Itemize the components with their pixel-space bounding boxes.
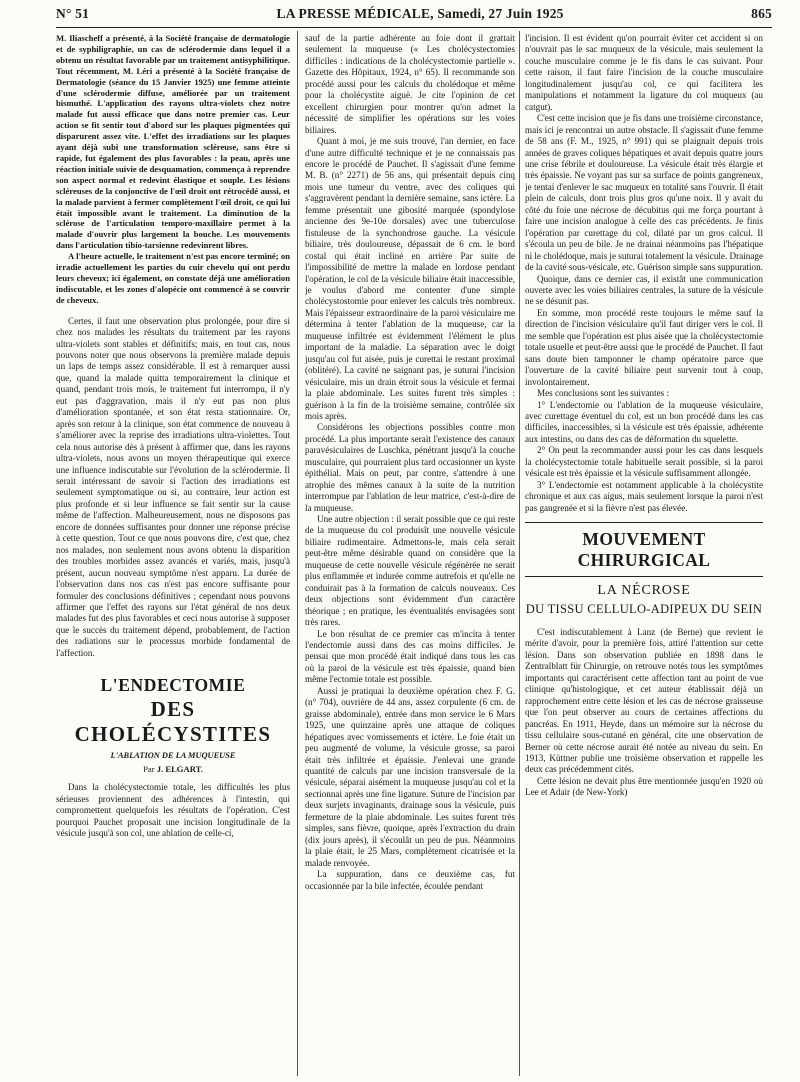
body-paragraph: Mes conclusions sont les suivantes :: [537, 388, 670, 399]
section-heading: MOUVEMENT CHIRURGICAL: [525, 522, 763, 577]
article-heading: [56, 675, 290, 774]
body-paragraph: C'est indiscutablement à Lanz (de Berne) que revient le mérite d'avoir, pour la première fois, attiré l'attention sur cette lésion. Dans son observation publiée en 1898 dans le Zentralblatt für Chirurgie, on retrouve notés tous les symptômes importants qui caractérisent cette affection tant au point de vue clinique qu'histologique, et cet auteur établissait déjà un rapprochement entre cette lésion et les cas de nécrose graisseuse que l'on peut observer au cours de certaines affections du pancréas. En 1911, Heyde, dans un mémoire sur la nécrose du tissu cellulaire sous-cutané en général, cite une observation de Berner où cette nécrose aurait été notée au niveau du sein. En 1913, Küttner publie une troisième observation et rappelle les deux cas précédemment cités.: [525, 627, 763, 775]
body-paragraph: Certes, il faut une observation plus prolongée, pour dire si chez nos malades les résultats du traitement par les rayons ultra-violets sont stables et définitifs; mais, en tout cas, nous pouvons noter que nous observons la première malade depuis un laps de temps assez considérable. Il est à remarquer aussi que, quand la malade quitta temporairement la clinique et quand, pendant trois mois, le traitement fut interrompu, il n'y eut pas d'aggravation, mais il n'y eut pas non plus d'amélioration spontanée, et son état resta stationnaire. Or, après son retour à la clinique, son état commence de nouveau à s'améliorer avec la reprise des irradiations ultra-violettes. Tout cela nous autorise dès à présent à affirmer que, dans les rayons ultra-violets, nous avons un moyen thérapeutique qui exerce une influence indiscutable sur l'évolution de la sclérodermie. Il serait intéressant de savoir si l'action des irradiations est seulement symptomatique ou si, au contraire, leur action est plus profonde et si leur influence se fait sentir sur la cause même de l'affection. Malheureusement, nous ne disposons pas encore de données suffisantes pour donner une réponse précise à cette question. Tout ce que nous pouvons dire, c'est que, chez nos malades, non seulement nous avons obtenu la disparition des troubles morbides assez avancés et variés, mais, jusqu'à présent, aucun nouveau symptôme n'est apparu. La durée de l'observation dans nos cas n'est pas encore suffisante pour formuler des conclusions définitives ; cependant nous pouvons affirmer que l'effet des rayons sur l'état général de nos deux malades fut des plus favorables et ceci nous autorise à supposer que le succès du traitement dépend, probablement, de l'action des radiations sur le processus morbide fondamental de l'affection.: [56, 315, 290, 658]
section-title-line-1: LA NÉCROSE: [597, 583, 691, 599]
body-paragraph: Le bon résultat de ce premier cas m'incita à tenter l'endectomie aussi dans des cas moins difficiles. Je pensai que mon procédé était indiqué dans tous les cas où la paroi de la vésicule est très épaissie, quand bien même l'ectomie totale est possible.: [305, 628, 515, 685]
masthead-title: LA PRESSE MÉDICALE, Samedi, 27 Juin 1925: [276, 6, 564, 21]
body-paragraph: l'incision. Il est évident qu'on pourrait éviter cet accident si on n'ouvrait pas le sac muqueux de la vésicule, mais seulement la couche musculaire comme je le fis dans le cas suivant. Pour cette raison, il faut faire l'incision de la couche musculaire longitudinalement jusqu'au col, ce qui facilitera les manipulations et notamment la ligature du col muqueux (au catgut).: [525, 33, 763, 112]
article-subtitle: L'ABLATION DE LA MUQUEUSE: [110, 751, 236, 761]
page-header: [56, 6, 772, 28]
small-paragraph: A l'heure actuelle, le traitement n'est pas encore terminé; on irradie actuellement les parties du cuir chevelu qui ont perdu leurs cheveux; ici également, on constate déjà une amélioration indiscutable, et les zones d'alopécie ont commencé à se couvrir de cheveux.: [56, 251, 290, 305]
page-number: 865: [751, 6, 772, 21]
body-paragraph: La suppuration, dans ce deuxième cas, fut occasionnée par la bile infectée, écoulée pendant: [305, 869, 515, 891]
article-title-line-2: DES CHOLÉCYSTITES: [74, 697, 272, 747]
small-paragraph: M. Iliascheff a présenté, à la Société française de dermatologie et de syphiligraphie, un cas de sclérodermie dans lequel il a obtenu un résultat favorable par un traitement antisyphilitique. Tout récemment, M. Léri a présenté à la Société française de Dermatologie (séance du 15 Janvier 1925) une femme atteinte d'une sclérodermie diffuse, améliorée par un traitement bismuthé. L'application des rayons ultra-violets chez notre malade fut aussi efficace que dans notre premier cas. Leur action se fit sentir tout d'abord sur les plaques pigmentées qui disparurent assez vite. L'effet des irradiations sur les plaques ayant déjà subi une transformation scléreuse, sans être si rapide, fut également des plus favorables : la peau, après une réaction initiale suivie de desquamation, commença à reprendre son aspect normal et redevint élastique et souple. Les lésions scléreuses de la conjonctive de l'œil droit ont rétrocédé aussi, et la malade parvient à fermer complètement l'œil droit, ce qui lui était impossible avant le traitement. La diminution de la sclérose de l'articulation temporo-maxillaire permet à la malade d'ouvrir plus largement la bouche. Les mouvements dans l'articulation tibio-tarsienne redevinrent libres.: [56, 33, 290, 251]
byline-prefix: Par: [143, 764, 155, 775]
small-print-block: [56, 33, 290, 306]
body-paragraph: Dans la cholécystectomie totale, les difficultés les plus sérieuses proviennent des adhérences à l'intestin, qui compromettent quelquefois les résultats de l'opération. C'est pourquoi Pauchet proposait une incision longitudinale de la vésicule jusqu'à son col, une ablation de celle-ci,: [56, 782, 290, 839]
section-title-line-2: DU TISSU CELLULO-ADIPEUX DU SEIN: [525, 602, 763, 617]
body-paragraph: Une autre objection : il serait possible que ce qui reste de la muqueuse du col produisît une nouvelle vésicule biliaire rudimentaire. Admettons-le, mais cela serait peut-être même désirable quand on considère que la muqueuse de cette nouvelle vésicule régénérée ne serait plus enflammée et indurée comme autrefois et qu'elle ne conduirait pas à la formation de calculs nouveaux. Ces deux objections sont évidemment d'un caractère théorique ; en pratique, les éventualités envisagées sont très rares.: [305, 514, 515, 628]
column-3: [525, 33, 763, 1076]
author-name: J. ELGART.: [156, 764, 203, 775]
issue-number: N° 51: [56, 6, 90, 21]
body-paragraph: sauf de la partie adhérente au foie dont il grattait seulement la muqueuse (« Les cholécystectomies difficiles : indications de la cholécystectomie partielle ». Gazette des Hôpitaux, 1924, n° 65). Il recommande son procédé aussi pour les calculs du cholédoque et même pour la cholécystite aiguë. Je cite l'opinion de cet excellent chirurgien pour montrer qu'on admet la nécessité de simplifier les opérations sur les voies biliaires.: [305, 33, 515, 135]
body-paragraph: Quoique, dans ce dernier cas, il existât une communication ouverte avec les voies biliaires centrales, la suture de la vésicule ne se désunit pas.: [525, 273, 763, 307]
body-paragraph: C'est cette incision que je fis dans une troisième circonstance, mais ici je rencontrai un autre obstacle. Il s'agissait d'une femme de 58 ans (F. M., 1925, n° 991) qui se plaignait depuis trois années de graves coliques hépatiques et avait depuis quatre jours une crise fébrile et douloureuse. La vésicule était très élargie et très épaissie. Ne voyant pas sur sa surface de points gangreneux, je tentai d'enlever le sac muqueux en totalité sans l'ouvrir. Il était plein de calculs, dont trois plus gros qu'une noix. Il y avait du côté du foie une nécrose de décubitus qui me força pourtant à faire une incision analogue à celle des cas précédents. Je finis l'opération par curettage du col, dilaté par un gros calcul. Il s'écoula un peu de bile. Je ne drainai néanmoins pas l'hépatique ni le cholédoque, mais je suturai totalement la vésicule. Drainage de la cavité sous-vésicale, etc. Guérison simple sans suppuration.: [525, 113, 763, 273]
header-rule: [56, 27, 772, 28]
column-divider: [297, 31, 298, 1076]
column-2: [305, 33, 515, 1076]
body-paragraph: Considérons les objections possibles contre mon procédé. La plus importante serait l'existence des canaux paravésiculaires de Luschka, pénétrant jusqu'à la couche musculaire, qui pourraient plus tard occasionner un kyste épithélial. Mais on peut, par contre, s'attendre à une atrophie des mêmes canaux à la suite de la nutrition interrompue par l'ablation de leur matrice, c'est-à-dire de la muqueuse.: [305, 422, 515, 513]
conclusion-item: 1° L'endectomie ou l'ablation de la muqueuse vésiculaire, avec curettage éventuel du col, est un bon procédé dans les cas difficiles, inaccessibles, si la vésicule est très épaissie, adhérente aux intestins, ou dans des cas de déformation du squelette.: [525, 399, 763, 444]
body-paragraph: Cette lésion ne devait plus être mentionnée jusqu'en 1920 où Lee et Adair (de New-York): [525, 775, 763, 798]
article-byline: [56, 764, 290, 774]
conclusion-item: 2° On peut la recommander aussi pour les cas dans lesquels la cholécystectomie totale habituelle serait possible, si la paroi vésicale est très épaissie et la vésicule suffisamment allongée.: [525, 445, 763, 479]
body-paragraph: En somme, mon procédé reste toujours le même sauf la direction de l'incision vésiculaire qu'il faut diriger vers le col. Il me semble que l'opération est plus aisée que la cholécystectomie totale usuelle et peut-être aussi que le procédé de Pauchet. Il faut sans doute bien tamponner le champ opératoire parce que l'ouverture de la cavité biliaire peut survenir tout à coup, involontairement.: [525, 307, 763, 387]
column-1: [56, 33, 290, 1076]
conclusion-item: 3° L'endectomie est notamment applicable à la cholécystite chronique et aux cas aigus, mais seulement lorsque la paroi n'est pas gangrenée et si la fièvre n'est pas élevée.: [525, 479, 763, 513]
article-title-line-1: L'ENDECTOMIE: [100, 675, 246, 696]
body-paragraph: Aussi je pratiquai la deuxième opération chez F. G. (n° 704), ouvrière de 44 ans, assez corpulente (6 cm. de graisse abdominale), entrée dans mon service le 6 Mars 1925, une quinzaine après une attaque de coliques hépatiques avec vomissements et ictère. Le foie était un peu augmenté de volume, la vésicule grosse, sa paroi était très infiltrée et épaissie. J'enlevai une grande quantité de calculs par une incision transversale de la vésicule, séparai aisément la muqueuse jusqu'au col et la sectionnai après une fine ligature. Suture de l'incision par deux surjets invaginants, drainage sous la vésicule, puis fermeture de la plaie abdominale. Les suites furent très simples, sans fièvre, quoique, après l'extraction du drain (dix jours après), il s'écoulât un peu de pus. Néanmoins la plaie était, le 25 Mars, complètement cicatrisée et la malade renvoyée.: [305, 685, 515, 868]
body-paragraph: Quant à moi, je me suis trouvé, l'an dernier, en face d'une autre difficulté technique et je ne connaissais pas encore le procédé de Pauchet. Il s'agissait d'une femme M. B. (n° 2271) de 56 ans, qui présentait depuis cinq mois une tumeur du ventre, avec des coliques qui s'aggravèrent pendant la dernière semaine, sans ictère. La femme présentait une gibosité marquée (spondylose ancienne des 9e-10e dorsales) avec une tuberculose fistuleuse de la synchondrose gauche. La vésicule biliaire, très douloureuse, dépassait de 6 cm. le bord costal qui était incliné en arrière Par suite de l'impossibilité de mettre la malade en lordose pendant l'opération, le col de la vésicule biliaire était inaccessible, je voulus d'abord me contenter d'une simple cholécystostomie pour enlever les calculs très nombreux. Mais l'épaisseur extraordinaire de la paroi vésiculaire me détermina à tenter l'ablation de la muqueuse, car la muqueuse infiltrée est évidemment l'élément le plus important de la maladie. La séparation avec le doigt jusqu'au col fut aisée, puis je curettai le restant proximal (oblitéré). La cavité ne saignant pas, je suturai l'incision vésiculaire, mis un drain étroit sous la vésicule et fermai la plaie abdominale. Les suites furent très simples : guérison à la fin de la troisième semaine, contrôlée six mois après.: [305, 136, 515, 421]
column-divider: [519, 31, 520, 1076]
